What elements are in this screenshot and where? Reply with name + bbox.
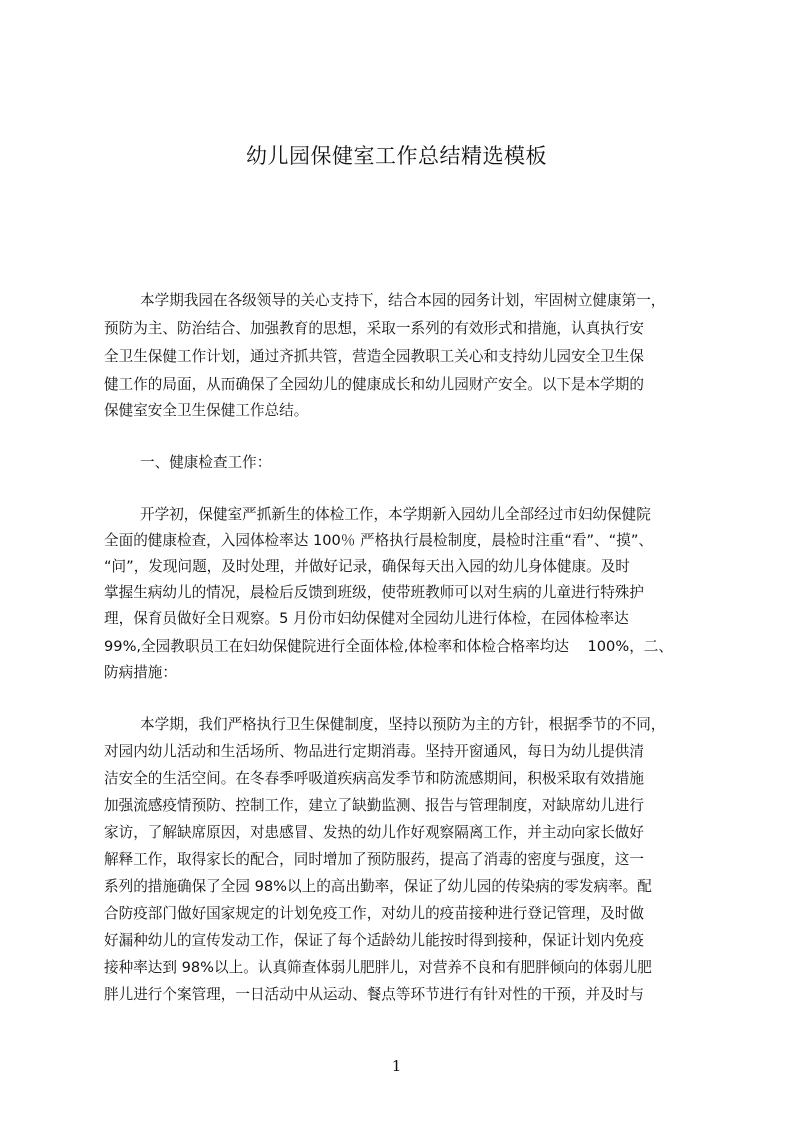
paragraph-line: 掌握生病幼儿的情况，晨检后反馈到班级，使带班教师可以对生病的儿童进行特殊护 (104, 584, 644, 601)
paragraph-line: 对园内幼儿活动和生活场所、物品进行定期消毒。坚持开窗通风，每日为幼儿提供清 (104, 743, 644, 760)
paragraph-line: 好漏种幼儿的宣传发动工作，保证了每个适龄幼儿能按时得到接种，保证计划内免疫 (104, 932, 644, 949)
paragraph-line: 99%,全园教职员工在妇幼保健院进行全面体检,体检率和体检合格率均达 100%，二、 (104, 638, 673, 655)
paragraph-line: 解释工作，取得家长的配合，同时增加了预防服药，提高了消毒的密度与强度，这一 (104, 851, 644, 868)
page-number: 1 (391, 1057, 402, 1075)
paragraph-line: 家访，了解缺席原因，对患感冒、发热的幼儿作好观察隔离工作，并主动向家长做好 (104, 824, 644, 841)
paragraph-line: 本学期，我们严格执行卫生保健制度，坚持以预防为主的方针，根据季节的不同， (140, 716, 666, 733)
paragraph-line: 胖儿进行个案管理，一日活动中从运动、餐点等环节进行有针对性的干预，并及时与 (104, 986, 644, 1003)
paragraph-line: 健工作的局面，从而确保了全园幼儿的健康成长和幼儿园财产安全。以下是本学期的 (104, 376, 644, 393)
paragraph-line: 接种率达到 98%以上。认真筛查体弱儿肥胖儿，对营养不良和有肥胖倾向的体弱儿肥 (104, 959, 652, 976)
paragraph-line: 洁安全的生活空间。在冬春季呼吸道疾病高发季节和防流感期间，积极采取有效措施 (104, 770, 644, 787)
paragraph-line: 全卫生保健工作计划，通过齐抓共管，营造全园教职工关心和支持幼儿园安全卫生保 (104, 348, 644, 365)
paragraph-line: 开学初，保健室严抓新生的体检工作，本学期新入园幼儿全部经过市妇幼保健院 (140, 506, 651, 523)
paragraph-line: 防病措施： (104, 664, 177, 681)
paragraph-line: 理，保育员做好全日观察。5 月份市妇幼保健对全园幼儿进行体检，在园体检率达 (104, 610, 629, 627)
paragraph-line: “问”，发现问题，及时处理，并做好记录，确保每天出入园的幼儿身体健康。及时 (104, 558, 630, 575)
paragraph-line: 保健室安全卫生保健工作总结。 (104, 402, 309, 419)
paragraph-line: 预防为主、防治结合、加强教育的思想，采取一系列的有效形式和措施，认真执行安 (104, 320, 644, 337)
paragraph-line: 合防疫部门做好国家规定的计划免疫工作，对幼儿的疫苗接种进行登记管理，及时做 (104, 905, 644, 922)
section-heading: 一、健康检查工作： (140, 454, 272, 471)
paragraph-line: 加强流感疫情预防、控制工作，建立了缺勤监测、报告与管理制度，对缺席幼儿进行 (104, 797, 644, 814)
paragraph-line: 全面的健康检查，入园体检率达 100％ 严格执行晨检制度，晨检时注重“看”、“摸”、 (104, 532, 653, 549)
paragraph-line: 系列的措施确保了全园 98%以上的高出勤率，保证了幼儿园的传染病的零发病率。配 (104, 878, 652, 895)
paragraph-line: 本学期我园在各级领导的关心支持下，结合本园的园务计划，牢固树立健康第一， (140, 292, 666, 309)
document-title: 幼儿园保健室工作总结精选模板 (246, 144, 547, 168)
